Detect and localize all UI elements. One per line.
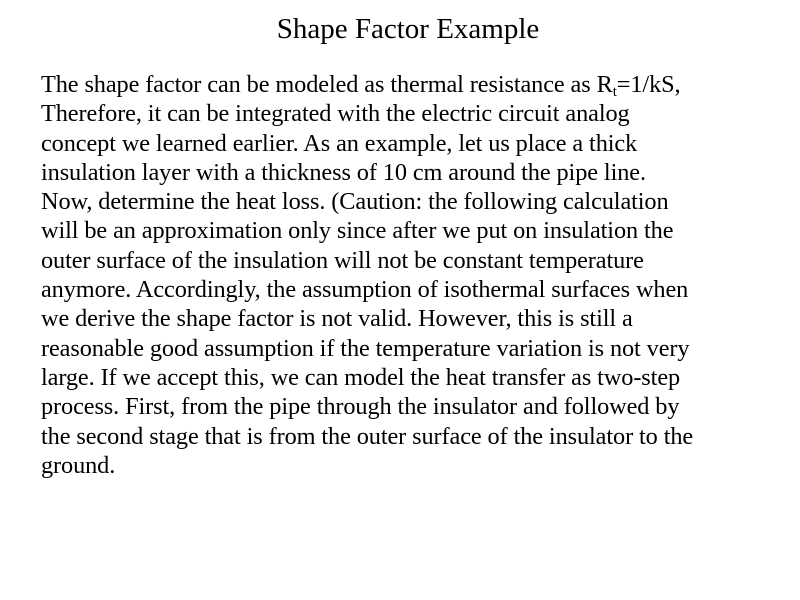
body-line — [41, 70, 781, 99]
body-line: concept we learned earlier. As an example, let us place a thick — [41, 129, 638, 157]
slide-body-text — [41, 70, 781, 480]
body-line: Therefore, it can be integrated with the electric circuit analog — [41, 100, 630, 128]
body-line: will be an approximation only since after we put on insulation the — [41, 217, 674, 245]
body-line: the second stage that is from the outer surface of the insulator to the — [41, 422, 694, 450]
body-line: process. First, from the pipe through the insulator and followed by — [41, 393, 680, 421]
body-line: large. If we accept this, we can model the heat transfer as two-step — [41, 363, 681, 391]
subscript-t: t — [612, 84, 617, 100]
slide-title: Shape Factor Example — [276, 13, 540, 45]
body-line-text: =1/kS, — [616, 71, 681, 98]
body-line: anymore. Accordingly, the assumption of isothermal surfaces when — [41, 276, 689, 304]
body-line: outer surface of the insulation will not be constant temperature — [41, 246, 644, 274]
body-line: Now, determine the heat loss. (Caution: the following calculation — [41, 188, 669, 216]
body-line: insulation layer with a thickness of 10 cm around the pipe line. — [41, 158, 646, 186]
body-line: reasonable good assumption if the temperature variation is not very — [41, 334, 690, 362]
body-line: ground. — [41, 451, 116, 479]
body-line: we derive the shape factor is not valid. However, this is still a — [41, 305, 633, 333]
body-line-text: The shape factor can be modeled as thermal resistance as R — [41, 71, 613, 98]
